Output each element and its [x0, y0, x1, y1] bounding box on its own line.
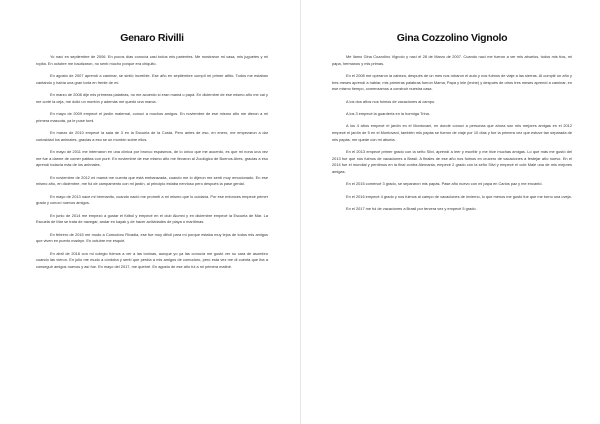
right-paragraph-9: En el 2017 me fui de vacaciones a Brasil por tercera vez y empecé 5 grado.	[346, 206, 477, 211]
left-paragraph-2: En agosto de 2007 aprendí a caminar, se sintió increíble. Ese año en septiembre cumplí mi primer añito. Todos me estaban cantando y había una gran torta en frente de mí.	[36, 73, 268, 85]
left-paragraph-5: En marzo de 2010 empecé la sala de 3 en la Escuela de la Costa. Pero antes de eso, en enero, me empezaron a dar curiosidad los animales, gracias a eso se un montón sobre ellos.	[36, 130, 268, 142]
right-paragraph-8: En el 2016 empecé 4 grado y nos fuimos al campo de vacaciones de invierno, lo que menos me gustó fue que me torno una oveja.	[346, 193, 572, 199]
right-paragraph-5: A los 4 años empecé el jardín en el Montovani, en donde conocí a personas que ahora son mis mejores amigas en el 2012 empecé el jardín de 5 en el Montovani, también mis papás se fueron de viaje por 10 días y fue la primera vez que estuve tan separada de mis papás, me quede con mi abuela.	[332, 123, 572, 142]
left-paragraph-8: En mayo de 2013 nace mi hermanito, cuando nació me prometí a mi mismo que lo cuidaría. Por ese entonces empecé primer grado y conocí nuevos amigos.	[36, 193, 268, 206]
left-paragraph-7: En noviembre de 2012 mi mamá me cuenta que está embarazada, cuando me lo dijeron me sentí muy emocionado. En ese mismo año, en diciembre, me fui de campamento con mi jardín, al principio estaba nervioso pero después la pase genial.	[36, 174, 268, 187]
page-gutter	[300, 0, 301, 424]
right-paragraph-2: En el 2008 me operaron la cabeza, después de un mes nos robaron el auto y nos fuimos de viaje a las sierras. Al cumplir un año y tres meses aprendí a hablar, mis primeras palabras fueron Mama, Papa y lele (leche) y después de otros tres meses aprendí a caminar, en ese mismo tiempo, comenzamos a construir nuestra casa.	[332, 73, 572, 92]
left-paragraph-4: En mayo de 2009 empecé el jardín maternal, conocí a muchos amigos. En noviembre de ese mismo año me dieron a mi primera mascota, ya le puse tomi.	[36, 111, 268, 123]
left-paragraph-3: En marzo de 2008 dije mis primeras palabras, no me acuerdo si eran mamá o papá. En diciembre de ese mismo año me caí y me corté la ceja, me dolió un montón y además me quedó una marca.	[36, 92, 268, 104]
right-paragraph-3: A los dos años nos fuimos de vacaciones al campo.	[346, 98, 436, 104]
right-paragraph-1: Me llamo Gina Cozzolino Vignolo y nací el 28 de Marzo de 2007. Cuando nací me fueron a ver mis abuelos, todos mis tíos, mi papa, hermanos y mis primas.	[332, 54, 572, 66]
left-paragraph-6: En mayo de 2011 me internaron en una clínica por bronco espasmos, de lo único que me acuerdo, es que mi nona una vez me fue a darme de comer patitas con puré. En noviembre de ese mismo año me llevaron al Zoológico de Buenos Aires, gracias a eso aprendí todavía más de los animales.	[36, 149, 268, 168]
right-paragraph-6: En el 2013 empecé primer grado con la seño Silvi, aprendí a leer y escribir y me hice muchas amigas. Lo que más me gustó del 2013 fue que nos fuimos de vacaciones a Brasil. A finales de ese año nos fuimos en crucero de vacaciones a festejar año nuevo. En el 2014 fue el mundial y perdimos en la final contra Alemania, empecé 2 grado con la seño Silvi y empecé el cole Malé una de mis mejores amigas.	[332, 149, 572, 175]
right-paragraph-7: En el 2015 comencé 3 grado, se separaron mis papás. Pase año nuevo con mi papa en Carlos paz y me encantó.	[346, 181, 543, 187]
right-paragraph-4: A los 3 empecé la guardería en la hormiga Trina.	[346, 111, 430, 116]
right-page	[300, 0, 600, 424]
left-paragraph-11: En abril de 2016 con mi colegio fuimos a ver a las toninas, aunque yo ya las conocía me gustó ver su cara de asombro cuando las vieron. En julio me mudo a córdoba y sentí que perdía a mis amigos de comodoro, pero esta vez me di cuenta que iba a conseguir amigos nuevos y así fue. En mayo del 2017, me quebré. En agosto de ese año fui a mi primera matiné.	[36, 250, 268, 270]
left-paragraph-1: Yo nací en septiembre de 2006. En pocos días conocía casi todos mis parientes. Me mostraron mi casa, mis juguetes y mi ropita. En octubre me bautizaron, no sentí mucho porque era chiquito.	[36, 54, 268, 66]
left-paragraph-9: En junio de 2014 me empezó a gustar el fútbol y empecé en el club Alumni y en diciembre empecé la Escuela de Mar. La Escuela de Mar se trata de navegar, andar en kayak y de hacer actividades de playa o marítimas.	[36, 212, 268, 225]
right-page-title: Gina Cozzolino Vignolo	[396, 32, 508, 44]
left-page-title: Genaro Rivilli	[120, 32, 184, 44]
left-paragraph-10: En febrero de 2015 me mudo a Comodoro Rivadia, ese fue muy difícil para mí porque estaba muy lejos de todos mis amigos que viven en puerto madryn. En octubre me esquié.	[36, 231, 268, 244]
